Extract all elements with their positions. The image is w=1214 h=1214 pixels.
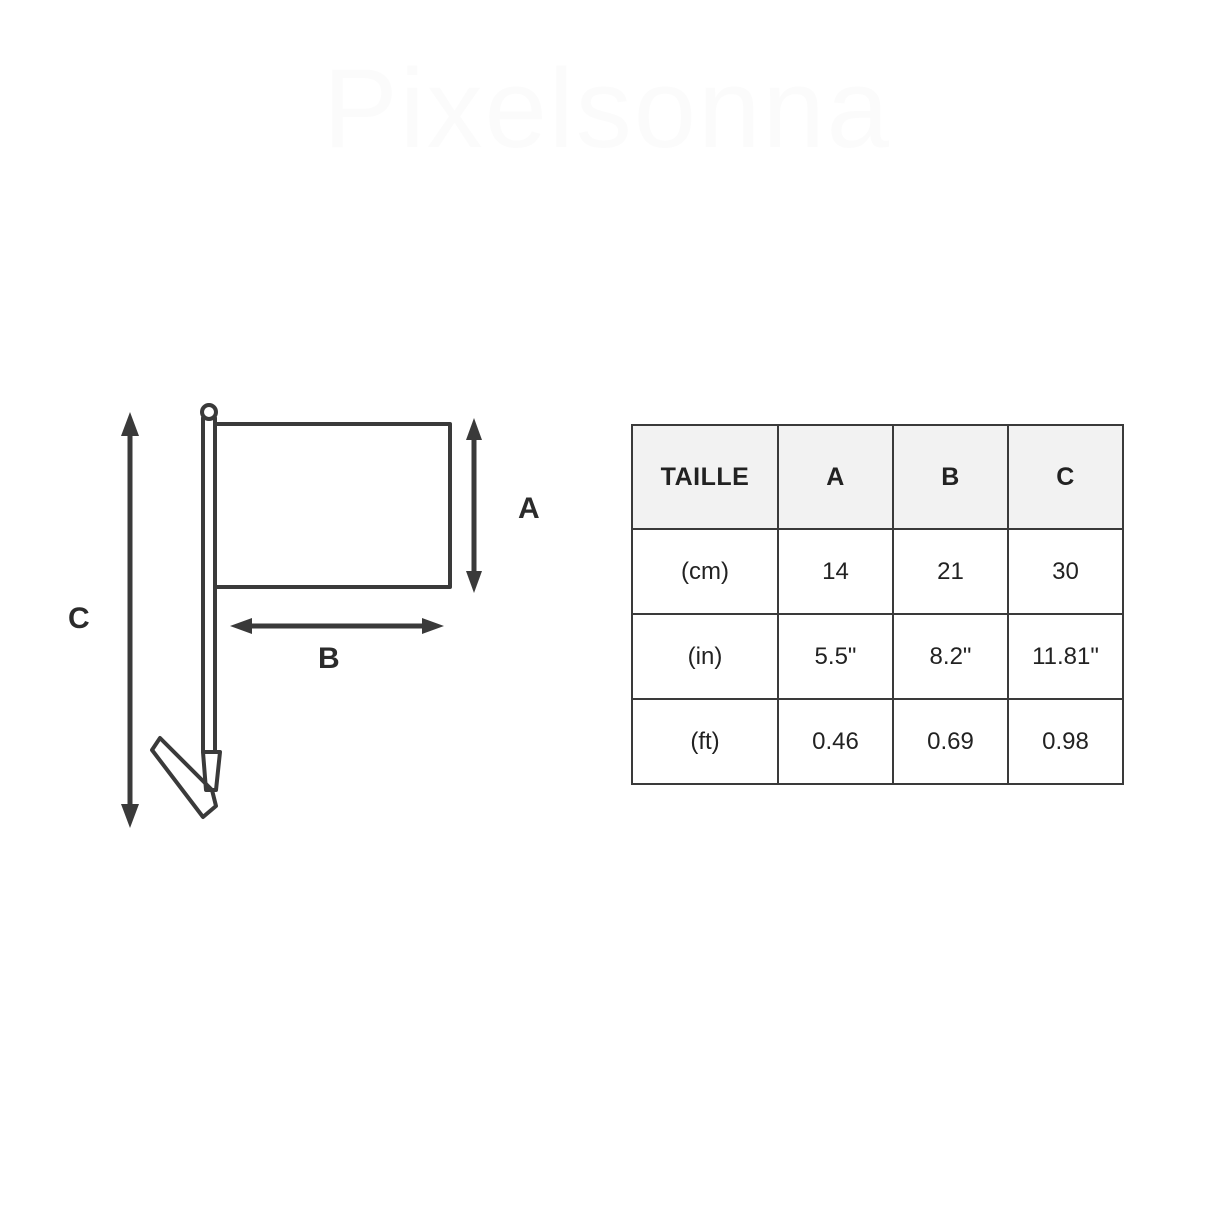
table-header-taille: TAILLE [632, 425, 778, 529]
table-cell-b: 0.69 [893, 699, 1008, 784]
table-cell-c: 11.81" [1008, 614, 1123, 699]
table-cell-b: 21 [893, 529, 1008, 614]
table-row [632, 529, 1123, 614]
table-cell-unit: (cm) [632, 529, 778, 614]
watermark-text: Pixelsonna [323, 46, 891, 171]
size-table [631, 424, 1124, 785]
table-cell-c: 0.98 [1008, 699, 1123, 784]
pole-finial [202, 405, 216, 419]
dimension-arrow-vertical-a [466, 418, 482, 593]
table-header-c: C [1008, 425, 1123, 529]
flag-cloth [215, 424, 450, 587]
table-cell-c: 30 [1008, 529, 1123, 614]
table-cell-unit: (in) [632, 614, 778, 699]
dimension-label-a: A [518, 492, 540, 525]
table-cell-a: 5.5" [778, 614, 893, 699]
table-header-b: B [893, 425, 1008, 529]
dimension-arrow-horizontal-b [230, 618, 444, 634]
table-header-row [632, 425, 1123, 529]
dimension-label-c: C [68, 602, 90, 635]
table-cell-unit: (ft) [632, 699, 778, 784]
table-header-a: A [778, 425, 893, 529]
table-cell-a: 0.46 [778, 699, 893, 784]
flag-dimension-diagram [40, 370, 600, 890]
table-cell-a: 14 [778, 529, 893, 614]
dimension-arrow-vertical-c [121, 412, 139, 828]
table-cell-b: 8.2" [893, 614, 1008, 699]
table-row [632, 699, 1123, 784]
table-row [632, 614, 1123, 699]
dimension-label-b: B [318, 642, 340, 675]
